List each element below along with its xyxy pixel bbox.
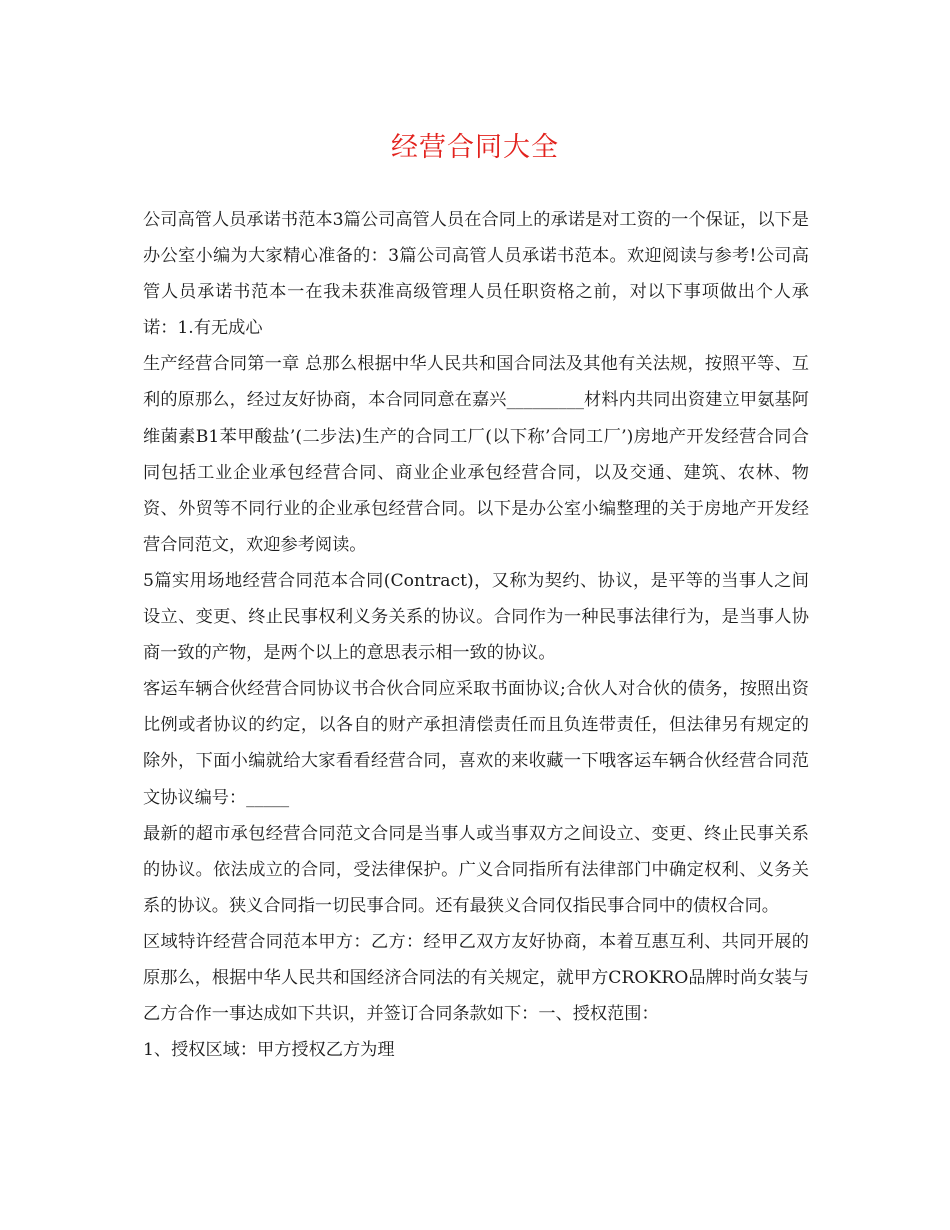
paragraph-authorized-region: 1、授权区域：甲方授权乙方为理 bbox=[143, 1040, 395, 1061]
paragraph-vehicle-partnership: 客运车辆合伙经营合同协议书合伙合同应采取书面协议;合伙人对合伙的债务，按照出资比例或者协议的约定，以各自的财产承担清偿责任而且负连带责任，但法律另有规定的除外，下面小编就给大家看看经营合同，喜欢的来收藏一下哦客运车辆合伙经营合同范文协议编号：_____ bbox=[143, 679, 809, 808]
paragraph-executive-pledge: 公司高管人员承诺书范本3篇公司高管人员在合同上的承诺是对工资的一个保证，以下是办公室小编为大家精心准备的：3篇公司高管人员承诺书范本。欢迎阅读与参考!公司高管人员承诺书范本一在我未获准高级管理人员任职资格之前，对以下事项做出个人承诺：1.有无成心 bbox=[143, 210, 809, 339]
document-title: 经营合同大全 bbox=[391, 132, 559, 163]
paragraph-production-contract: 生产经营合同第一章 总那么根据中华人民共和国合同法及其他有关法规，按照平等、互利的原那么，经过友好协商，本合同同意在嘉兴_________材料内共同出资建立甲氨基阿维菌素B1苯甲酸盐’(二步法)生产的合同工厂(以下称’合同工厂’)房地产开发经营合同合同包括工业企业承包经营合同、商业企业承包经营合同，以及交通、建筑、农林、物资、外贸等不同行业的企业承包经营合同。以下是办公室小编整理的关于房地产开发经营合同范文，欢迎参考阅读。 bbox=[143, 354, 809, 555]
document-body bbox=[143, 202, 809, 1068]
paragraph-franchise-contract: 区域特许经营合同范本甲方：乙方：经甲乙双方友好协商，本着互惠互利、共同开展的原那么，根据中华人民共和国经济合同法的有关规定，就甲方CROKRO品牌时尚女装与乙方合作一事达成如下共识，并签订合同条款如下：一、授权范围： bbox=[143, 931, 809, 1025]
paragraph-supermarket-contract: 最新的超市承包经营合同范文合同是当事人或当事双方之间设立、变更、终止民事关系的协议。依法成立的合同，受法律保护。广义合同指所有法律部门中确定权利、义务关系的协议。狭义合同指一切民事合同。还有最狭义合同仅指民事合同中的债权合同。 bbox=[143, 823, 809, 916]
paragraph-venue-contract: 5篇实用场地经营合同范本合同(Contract)，又称为契约、协议，是平等的当事人之间设立、变更、终止民事权利义务关系的协议。合同作为一种民事法律行为，是当事人协商一致的产物，是两个以上的意思表示相一致的协议。 bbox=[143, 570, 809, 664]
